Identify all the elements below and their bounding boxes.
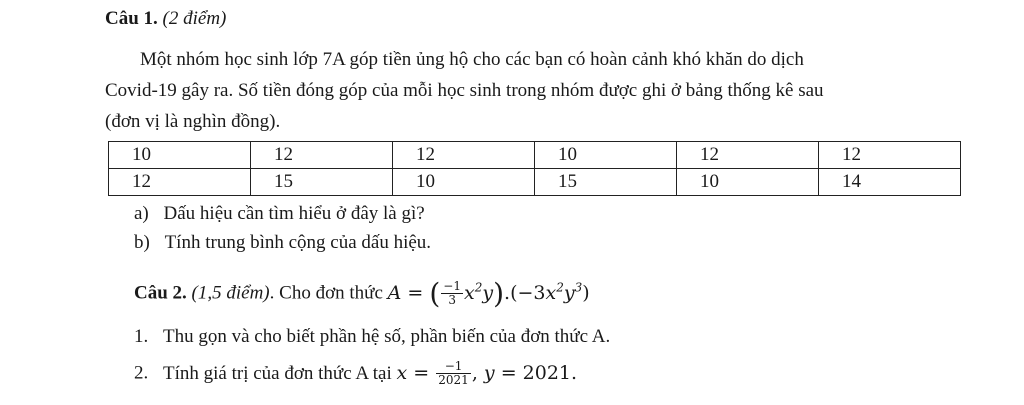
table-cell: 14 — [819, 169, 961, 196]
fraction-minus-one-third: $\frac{-1}{3}$ — [443, 279, 461, 307]
table-cell: 12 — [109, 169, 251, 196]
table-cell: 10 — [109, 142, 251, 169]
table-cell: 12 — [677, 142, 819, 169]
table-cell: 12 — [393, 142, 535, 169]
table-cell: 12 — [251, 142, 393, 169]
table-cell: 12 — [819, 142, 961, 169]
monomial-formula: A = ( $\frac{-1}{3}$ $x^2y).(-3x^2y^3)$ — [387, 276, 590, 310]
item-label: a) — [134, 203, 149, 224]
question-1-heading — [105, 8, 226, 30]
table-cell: 10 — [535, 142, 677, 169]
table-cell: 10 — [393, 169, 535, 196]
question-2-points: (1,5 điểm) — [191, 282, 270, 304]
question-2-item-1 — [134, 326, 610, 348]
question-2-item-2 — [134, 360, 577, 387]
question-2-intro: . Cho đơn thức — [269, 282, 383, 304]
item-label: 2. — [134, 362, 149, 384]
question-1-label: Câu 1. — [105, 8, 158, 29]
question-1-points: (2 điểm) — [162, 8, 227, 29]
item-label: b) — [134, 232, 150, 253]
question-1-item-b — [134, 232, 431, 254]
question-2-heading — [134, 276, 590, 310]
item-text: Thu gọn và cho biết phần hệ số, phần biến của đơn thức A. — [163, 326, 611, 347]
question-1-text-line-3: (đơn vị là nghìn đồng). — [105, 111, 281, 132]
question-1-text-line-2: Covid-19 gây ra. Số tiền đóng góp của mỗi học sinh trong nhóm được ghi ở bảng thống kê sau — [105, 80, 824, 101]
table-row — [109, 169, 961, 196]
table-cell: 15 — [251, 169, 393, 196]
question-1-item-a — [134, 203, 425, 225]
table-row — [109, 142, 961, 169]
item-text: Dấu hiệu cần tìm hiểu ở đây là gì? — [163, 203, 425, 224]
contribution-table — [108, 141, 961, 196]
table-cell: 10 — [677, 169, 819, 196]
item-text: Tính trung bình cộng của dấu hiệu. — [164, 232, 432, 253]
evaluation-values: x = $\frac{-1}{2021}$ , y = 2021. — [396, 359, 578, 387]
item-label: 1. — [134, 326, 149, 347]
table-cell: 15 — [535, 169, 677, 196]
item-text: Tính giá trị của đơn thức A tại — [163, 362, 392, 384]
question-2-label: Câu 2. — [134, 282, 187, 304]
question-1-text-line-1: Một nhóm học sinh lớp 7A góp tiền ủng hộ cho các bạn có hoàn cảnh khó khăn do dịch — [140, 49, 804, 70]
fraction-minus-one-over-2021: $\frac{-1}{2021}$ — [438, 359, 469, 387]
